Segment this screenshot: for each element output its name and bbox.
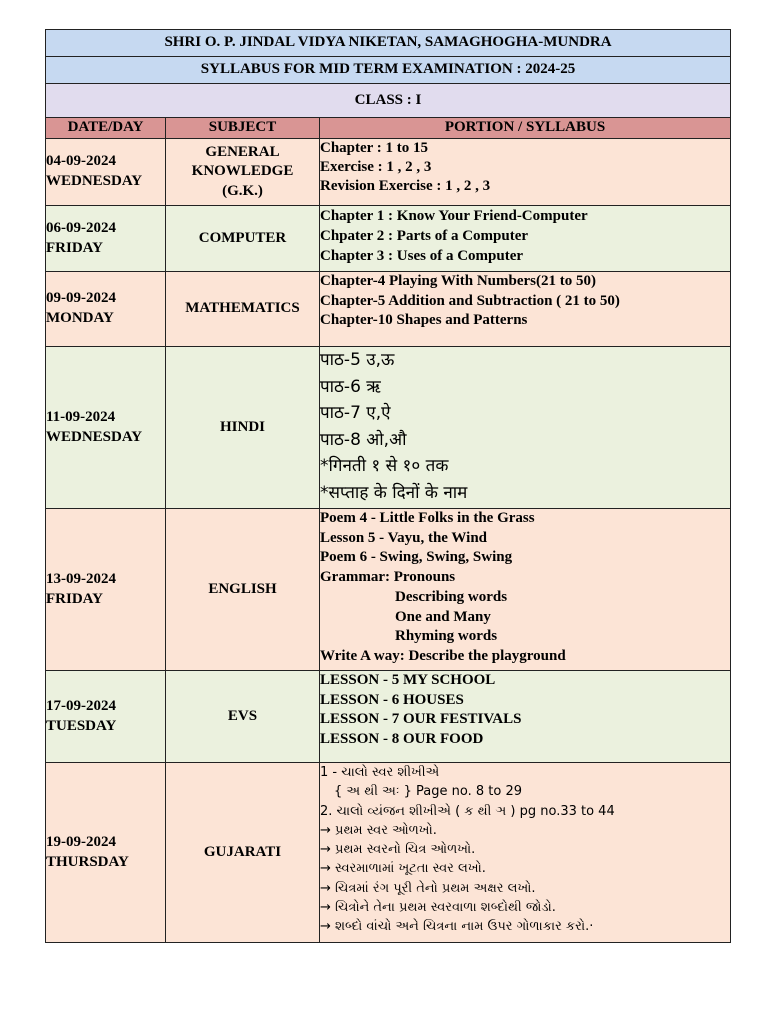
exam-row-english xyxy=(46,509,731,671)
portion-line: Poem 6 - Swing, Swing, Swing xyxy=(320,549,513,566)
exam-date: 17-09-2024 xyxy=(46,697,116,714)
exam-day: WEDNESDAY xyxy=(46,173,143,189)
portion-line: → ચિત્રમાં રંગ પૂરી તેનો પ્રથમ અક્ષર લખો. xyxy=(320,880,536,896)
portion-line: → સ્વરમાળામાં ખૂટતા સ્વર લખો. xyxy=(320,861,486,877)
portion-line: → પ્રથમ સ્વરનો ચિત્ર ઓળખો. xyxy=(320,842,476,858)
exam-title: SYLLABUS FOR MID TERM EXAMINATION : 2024-25 xyxy=(46,57,731,84)
portion-line: Chapter 3 : Uses of a Computer xyxy=(320,248,524,264)
date-cell xyxy=(46,763,166,943)
portion-line: 2. ચાલો વ્યંજન શીખીએ ( ક થી ઞ ) pg no.33 to 44 xyxy=(320,803,615,819)
date-cell xyxy=(46,671,166,763)
portion-line: पाठ-5 उ,ऊ xyxy=(320,350,395,370)
exam-date: 19-09-2024 xyxy=(46,833,116,850)
exam-day: WEDNESDAY xyxy=(46,428,143,445)
date-cell xyxy=(46,347,166,509)
exam-row-computer xyxy=(46,206,731,272)
portion-line: पाठ-7 ए,ऐ xyxy=(320,403,391,423)
portion-cell xyxy=(320,139,731,206)
exam-row-gk xyxy=(46,139,731,206)
portion-line: → ચિત્રોને તેના પ્રથમ સ્વરવાળા શબ્દોથી જોડો. xyxy=(320,900,556,916)
portion-cell xyxy=(320,763,731,943)
subject-cell xyxy=(166,509,320,671)
subject-line: EVS xyxy=(227,707,258,724)
date-cell xyxy=(46,139,166,206)
exam-row-gujarati xyxy=(46,763,731,943)
exam-day: MONDAY xyxy=(46,310,114,326)
portion-line: Write A way: Describe the playground xyxy=(320,647,566,664)
portion-line: पाठ-6 ऋ xyxy=(320,376,381,397)
portion-cell xyxy=(320,272,731,347)
portion-line: पाठ-8 ओ,औ xyxy=(320,429,407,450)
portion-line: One and Many xyxy=(395,608,491,625)
portion-line: Revision Exercise : 1 , 2 , 3 xyxy=(320,178,491,194)
date-column-header: DATE/DAY xyxy=(46,118,166,139)
subject-line: (G.K.) xyxy=(222,182,263,199)
portion-cell xyxy=(320,671,731,763)
exam-row-mathematics xyxy=(46,272,731,347)
portion-line: Grammar: Pronouns xyxy=(320,569,456,586)
subject-line: KNOWLEDGE xyxy=(191,163,294,180)
school-name: SHRI O. P. JINDAL VIDYA NIKETAN, SAMAGHOGHA-MUNDRA xyxy=(46,30,731,57)
exam-day: TUESDAY xyxy=(46,717,117,734)
portion-line: LESSON - 6 HOUSES xyxy=(320,691,464,708)
portion-line: Chpater 2 : Parts of a Computer xyxy=(320,228,529,244)
date-cell xyxy=(46,206,166,272)
portion-line: Chapter 1 : Know Your Friend-Computer xyxy=(320,208,588,224)
portion-line: Lesson 5 - Vayu, the Wind xyxy=(320,529,488,546)
exam-date: 13-09-2024 xyxy=(46,570,116,587)
class-row xyxy=(46,84,731,118)
subject-line: MATHEMATICS xyxy=(185,300,300,317)
subject-line: GENERAL xyxy=(205,143,280,160)
exam-day: FRIDAY xyxy=(46,239,103,256)
portion-line: { અ થી અઃ } Page no. 8 to 29 xyxy=(334,784,523,800)
column-header-row xyxy=(46,118,731,139)
portion-cell xyxy=(320,206,731,272)
portion-line: Rhyming words xyxy=(395,628,498,645)
exam-row-evs xyxy=(46,671,731,763)
exam-date: 06-09-2024 xyxy=(46,219,116,236)
date-cell xyxy=(46,509,166,671)
portion-line: LESSON - 8 OUR FOOD xyxy=(320,730,484,747)
subject-line: COMPUTER xyxy=(198,229,287,246)
subject-cell xyxy=(166,671,320,763)
portion-line: Describing words xyxy=(395,588,508,605)
portion-line: 1 - ચાલો સ્વર શીખીએ xyxy=(320,765,440,780)
syllabus-table xyxy=(45,29,731,943)
portion-line: *गिनती १ से १० तक xyxy=(320,456,449,476)
portion-cell xyxy=(320,509,731,671)
portion-line: Chapter-10 Shapes and Patterns xyxy=(320,312,528,328)
portion-line: *सप्ताह के दिनों के नाम xyxy=(320,482,468,503)
subject-line: ENGLISH xyxy=(208,580,277,597)
subject-line: GUJARATI xyxy=(203,843,282,860)
portion-line: Exercise : 1 , 2 , 3 xyxy=(320,159,432,175)
portion-line: LESSON - 5 MY SCHOOL xyxy=(320,672,496,688)
exam-date: 04-09-2024 xyxy=(46,153,116,170)
subject-cell xyxy=(166,347,320,509)
portion-line: LESSON - 7 OUR FESTIVALS xyxy=(320,711,522,727)
subject-cell xyxy=(166,272,320,347)
subject-line: HINDI xyxy=(219,418,265,435)
exam-date: 11-09-2024 xyxy=(46,408,116,425)
subject-cell xyxy=(166,206,320,272)
portion-line: Poem 4 - Little Folks in the Grass xyxy=(320,510,535,526)
exam-row xyxy=(46,57,731,84)
class-label: CLASS : I xyxy=(46,84,731,118)
subject-column-header: SUBJECT xyxy=(166,118,320,139)
portion-line: → શબ્દો વાંચો અને ચિત્રના નામ ઉપર ગોળાકાર કરો.· xyxy=(320,919,594,935)
portion-column-header: PORTION / SYLLABUS xyxy=(320,118,731,139)
portion-cell xyxy=(320,347,731,509)
exam-row-hindi xyxy=(46,347,731,509)
portion-line: → પ્રથમ સ્વર ઓળખો. xyxy=(320,822,437,838)
portion-line: Chapter-5 Addition and Subtraction ( 21 to 50) xyxy=(320,292,620,309)
portion-line: Chapter : 1 to 15 xyxy=(320,140,429,156)
exam-date: 09-09-2024 xyxy=(46,290,116,307)
portion-line: Chapter-4 Playing With Numbers(21 to 50) xyxy=(320,273,596,289)
subject-cell xyxy=(166,139,320,206)
subject-cell xyxy=(166,763,320,943)
exam-day: FRIDAY xyxy=(46,590,103,607)
school-row xyxy=(46,30,731,57)
exam-day: THURSDAY xyxy=(46,853,129,870)
date-cell xyxy=(46,272,166,347)
